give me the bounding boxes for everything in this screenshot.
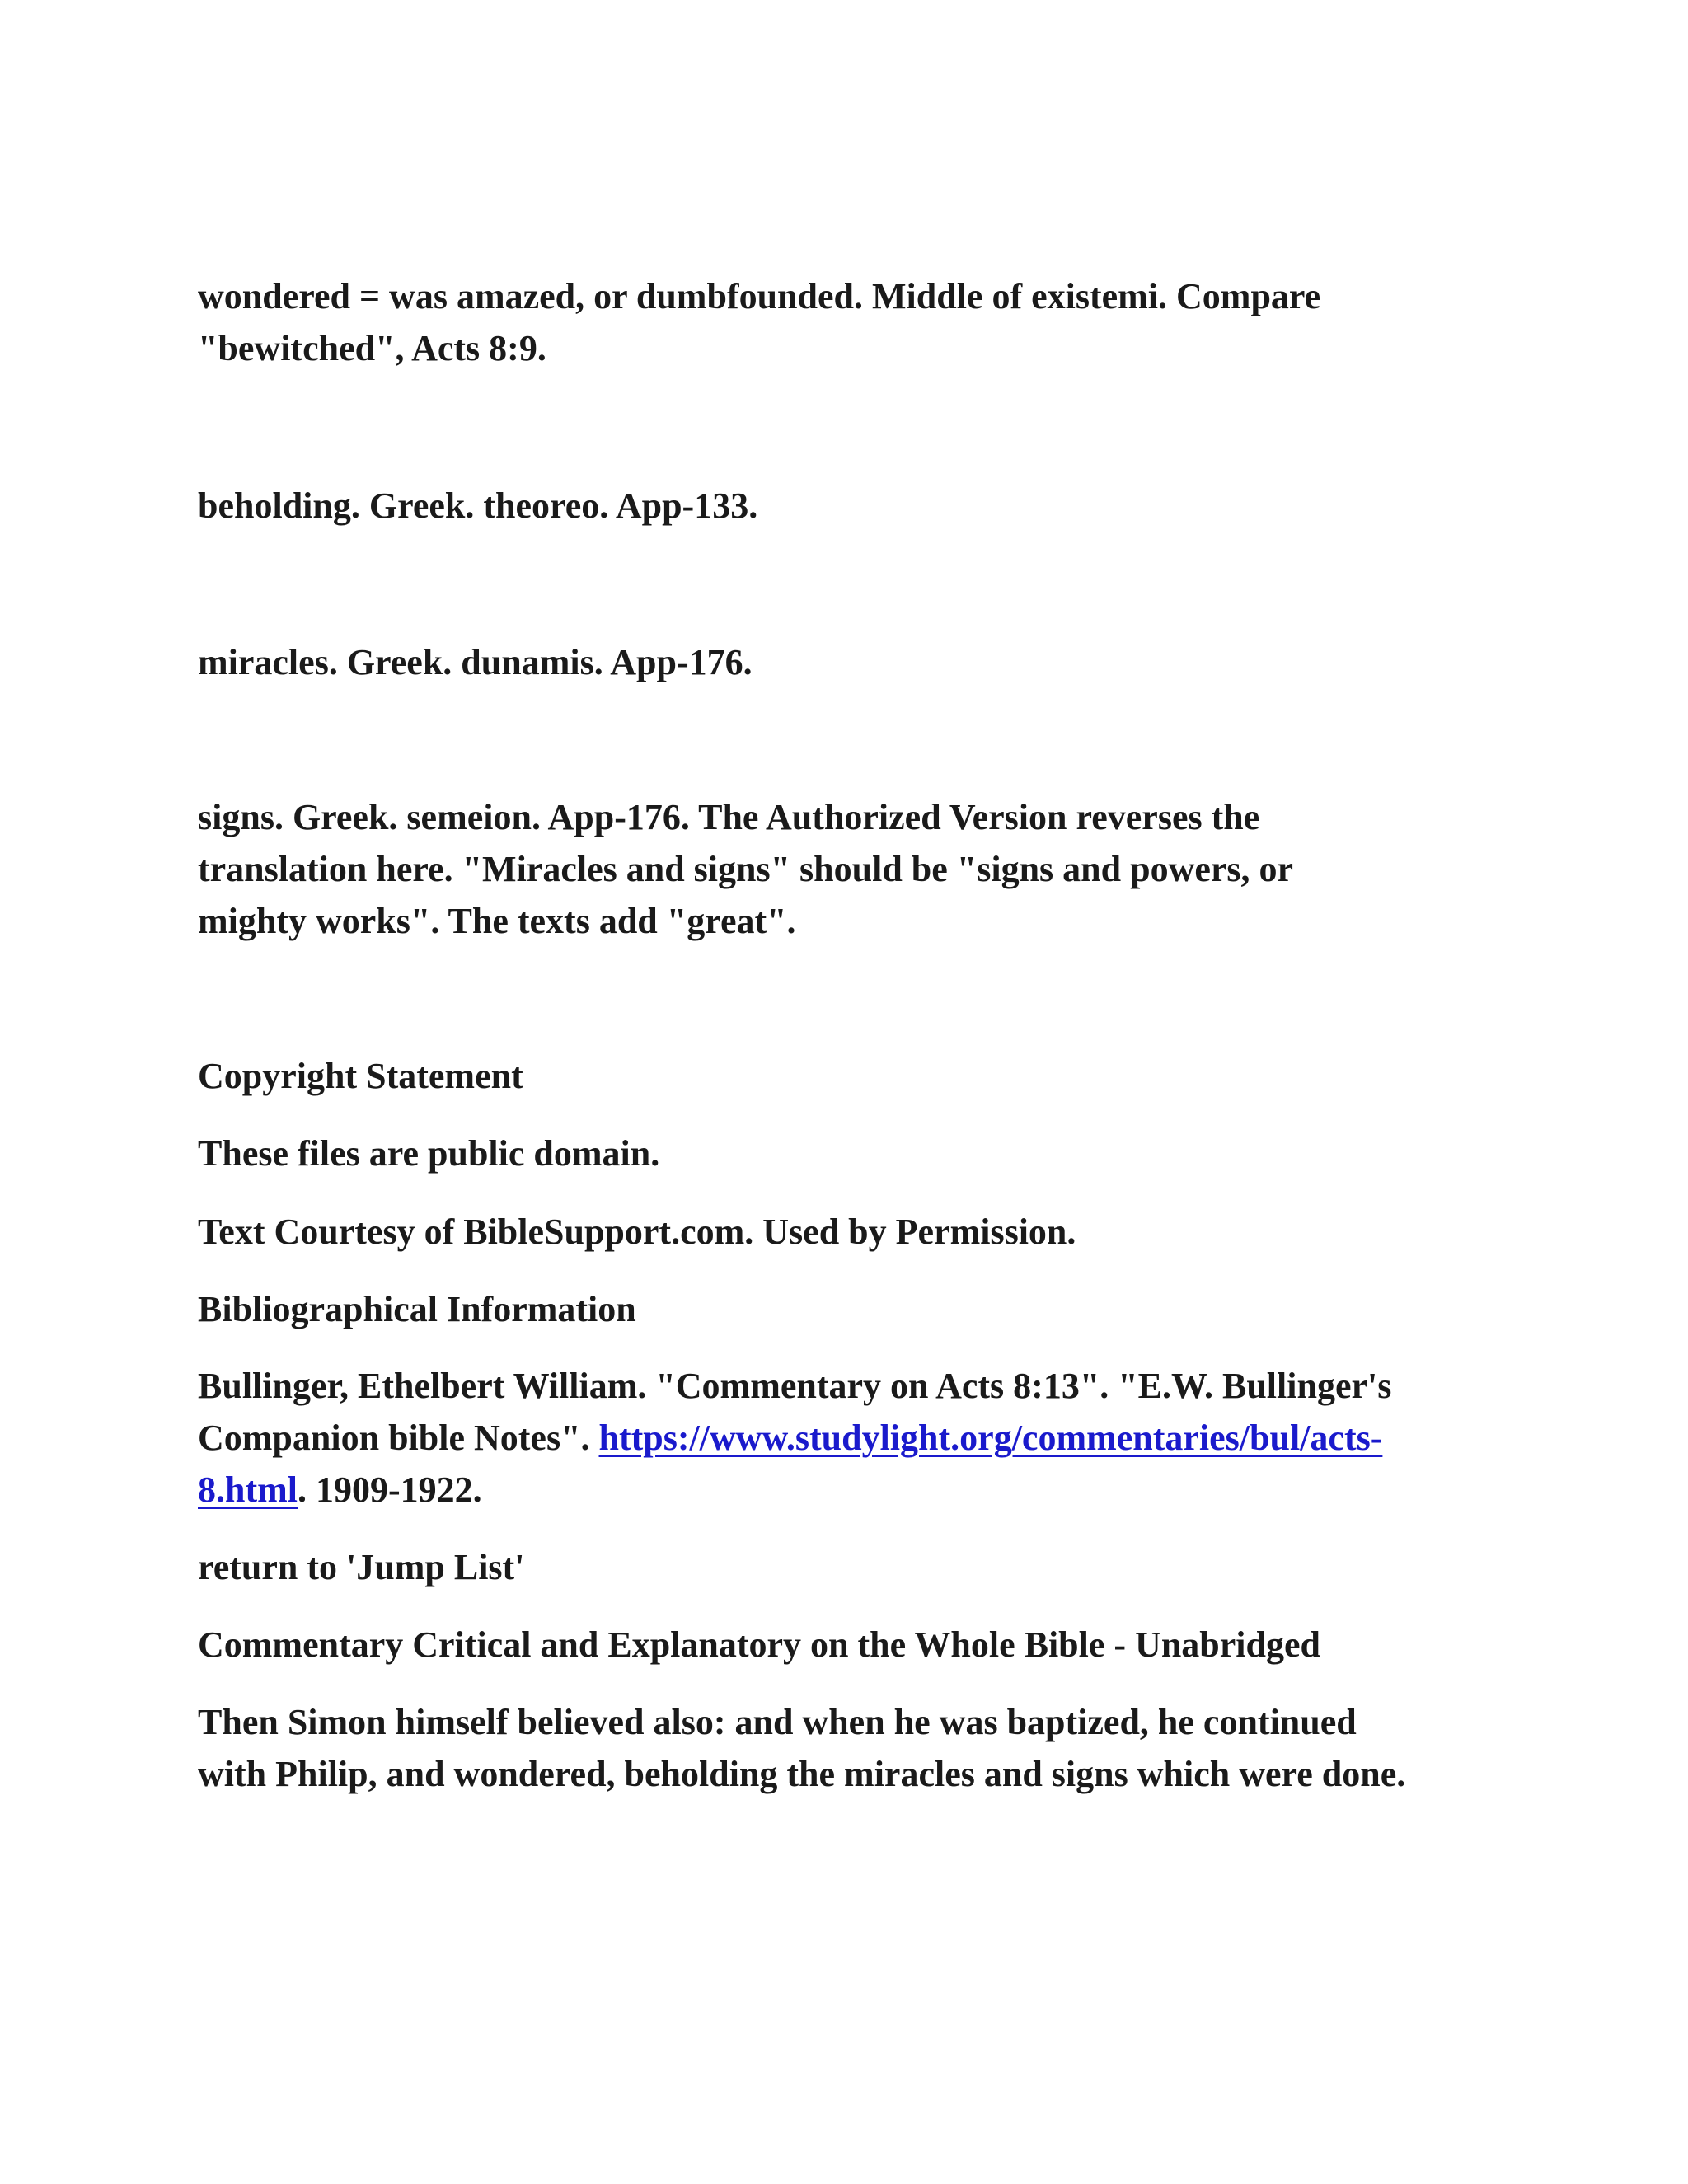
courtesy-statement bbox=[198, 1206, 1533, 1258]
note-beholding bbox=[198, 480, 1533, 532]
next-commentary-title-text: Commentary Critical and Explanatory on the Whole Bible - Unabridged bbox=[198, 1624, 1321, 1665]
note-wondered-line-2: "bewitched", Acts 8:9. bbox=[198, 328, 546, 368]
note-wondered-line-1: wondered = was amazed, or dumbfounded. Middle of existemi. Compare bbox=[198, 276, 1321, 316]
public-domain-statement bbox=[198, 1127, 1533, 1179]
verse-line-1: Then Simon himself believed also: and when he was baptized, he continued bbox=[198, 1702, 1357, 1742]
jump-list-text: return to 'Jump List' bbox=[198, 1547, 525, 1587]
citation-line-2 bbox=[198, 1412, 1533, 1464]
citation-line-3 bbox=[198, 1464, 1533, 1516]
bibliography-heading bbox=[198, 1283, 1533, 1335]
citation-line-2-prefix: Companion bible Notes". bbox=[198, 1418, 599, 1458]
verse-text bbox=[198, 1696, 1533, 1800]
copyright-heading-text: Copyright Statement bbox=[198, 1056, 523, 1096]
bibliography-citation bbox=[198, 1360, 1533, 1516]
citation-suffix: . 1909-1922. bbox=[298, 1469, 482, 1510]
note-miracles-text: miracles. Greek. dunamis. App-176. bbox=[198, 642, 753, 682]
public-domain-text: These files are public domain. bbox=[198, 1133, 660, 1174]
studylight-link-continued[interactable]: 8.html bbox=[198, 1469, 298, 1510]
jump-list-link[interactable] bbox=[198, 1541, 1533, 1593]
note-signs-line-3: mighty works". The texts add "great". bbox=[198, 901, 796, 941]
next-commentary-title bbox=[198, 1619, 1533, 1671]
courtesy-text: Text Courtesy of BibleSupport.com. Used by Permission. bbox=[198, 1212, 1076, 1252]
note-beholding-text: beholding. Greek. theoreo. App-133. bbox=[198, 485, 758, 526]
note-miracles bbox=[198, 636, 1533, 688]
note-signs bbox=[198, 791, 1533, 947]
citation-line-1: Bullinger, Ethelbert William. "Commentary on Acts 8:13". "E.W. Bullinger's bbox=[198, 1366, 1392, 1406]
verse-line-2: with Philip, and wondered, beholding the miracles and signs which were done. bbox=[198, 1754, 1406, 1794]
bibliography-heading-text: Bibliographical Information bbox=[198, 1289, 636, 1329]
note-signs-line-1: signs. Greek. semeion. App-176. The Authorized Version reverses the bbox=[198, 797, 1260, 837]
studylight-link[interactable]: https://www.studylight.org/commentaries/bul/acts- bbox=[598, 1418, 1383, 1458]
copyright-heading bbox=[198, 1050, 1533, 1102]
note-wondered bbox=[198, 270, 1533, 374]
note-signs-line-2: translation here. "Miracles and signs" should be "signs and powers, or bbox=[198, 849, 1294, 889]
